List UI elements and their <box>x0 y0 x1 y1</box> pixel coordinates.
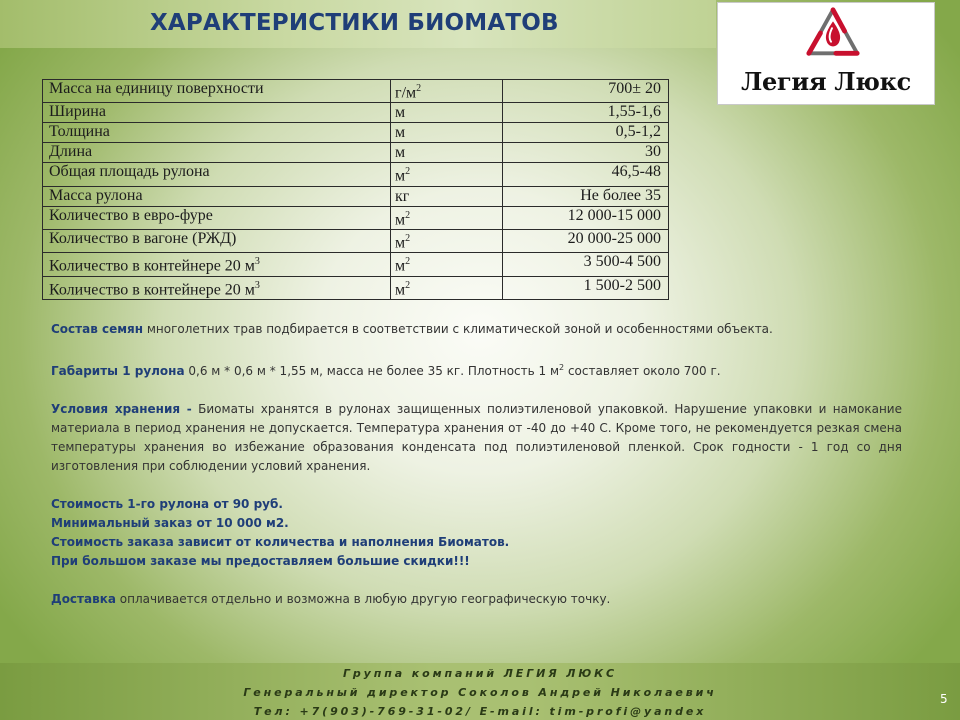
dimensions-lead: Габариты 1 рулона <box>51 364 185 378</box>
param-cell <box>43 80 391 103</box>
param-name: Ширина <box>49 103 106 121</box>
table-row <box>43 143 669 163</box>
delivery-paragraph <box>51 590 902 609</box>
seeds-lead: Состав семян <box>51 322 144 336</box>
storage-lead: Условия хранения - <box>51 402 192 416</box>
unit-text: м <box>395 144 406 162</box>
unit-text: кг <box>395 187 410 205</box>
value-cell: 20 000-25 000 <box>503 229 669 252</box>
footer-band <box>0 663 960 720</box>
unit-sup: 2 <box>405 256 411 268</box>
table-row <box>43 103 669 123</box>
unit-sup: 2 <box>405 166 411 178</box>
unit-cell <box>391 80 503 103</box>
param-cell <box>43 206 391 229</box>
price-line: Стоимость 1-го рулона от 90 руб. <box>51 497 283 511</box>
table-row <box>43 253 669 276</box>
param-cell <box>43 229 391 252</box>
value-cell: 700± 20 <box>503 80 669 103</box>
value-cell: 0,5-1,2 <box>503 123 669 143</box>
min-order-line: Минимальный заказ от 10 000 м2. <box>51 516 289 530</box>
value-cell: 1 500-2 500 <box>503 276 669 299</box>
logo-emblem-icon <box>804 5 862 63</box>
footer-director: Генеральный директор Соколов Андрей Николаевич <box>243 686 717 699</box>
table-row <box>43 276 669 299</box>
unit-cell <box>391 123 503 143</box>
order-cost-line: Стоимость заказа зависит от количества и наполнения Биоматов. <box>51 535 510 549</box>
value-cell: 46,5-48 <box>503 163 669 186</box>
table-row <box>43 229 669 252</box>
page-number: 5 <box>940 692 948 706</box>
delivery-body: оплачивается отдельно и возможна в любую другую географическую точку. <box>115 592 611 606</box>
unit-cell <box>391 206 503 229</box>
seeds-body: многолетних трав подбирается в соответствии с климатической зоной и особенностями объекта. <box>143 322 773 336</box>
unit-cell <box>391 229 503 252</box>
value-cell: 3 500-4 500 <box>503 253 669 276</box>
value-cell: Не более 35 <box>503 186 669 206</box>
value-cell: 30 <box>503 143 669 163</box>
unit-sup: 2 <box>405 279 411 291</box>
param-cell <box>43 163 391 186</box>
unit-cell <box>391 186 503 206</box>
unit-text: м <box>395 167 406 185</box>
discount-line: При большом заказе мы предоставляем большие скидки!!! <box>51 554 470 568</box>
footer-contacts: Тел: +7(903)-769-31-02/ E-mail: tim-profi@yandex <box>253 705 707 718</box>
unit-text: м <box>395 104 406 122</box>
param-cell <box>43 143 391 163</box>
value-cell: 12 000-15 000 <box>503 206 669 229</box>
unit-cell <box>391 143 503 163</box>
param-name: Количество в контейнере 20 м <box>49 280 255 298</box>
description-block <box>51 320 902 609</box>
unit-sup: 2 <box>405 232 411 244</box>
param-name: Масса рулона <box>49 186 143 204</box>
page-title: ХАРАКТЕРИСТИКИ БИОМАТОВ <box>150 10 559 36</box>
logo-text: Легия Люкс <box>741 67 911 96</box>
table-row <box>43 123 669 143</box>
param-cell <box>43 253 391 276</box>
unit-sup: 2 <box>405 209 411 221</box>
param-name: Масса на единицу поверхности <box>49 80 264 97</box>
dimensions-body-end: составляет около 700 г. <box>564 364 721 378</box>
unit-text: м <box>395 124 406 142</box>
param-sup: 3 <box>254 256 260 268</box>
param-name: Количество в евро-фуре <box>49 206 213 224</box>
param-cell <box>43 276 391 299</box>
param-cell <box>43 186 391 206</box>
dimensions-body: 0,6 м * 0,6 м * 1,55 м, масса не более 35 кг. Плотность 1 м <box>184 364 560 378</box>
delivery-lead: Доставка <box>51 592 116 606</box>
param-cell <box>43 123 391 143</box>
param-name: Количество в вагоне (РЖД) <box>49 229 237 247</box>
table-row <box>43 163 669 186</box>
unit-text: м <box>395 234 406 252</box>
storage-body: Биоматы хранятся в рулонах защищенных полиэтиленовой упаковкой. Нарушение упаковки и намокание материала в период хранения не допускается. Температура хранения от -40 до +40 С. Кроме того, не рекомендуется резкая смена температуры хранения во избежание образования конденсата под полиэтиленовой пленкой. Срок годности - 1 год со дня изготовления при соблюдении условий хранения. <box>51 402 902 473</box>
unit-cell <box>391 163 503 186</box>
param-name: Количество в контейнере 20 м <box>49 257 255 275</box>
param-name: Толщина <box>49 123 110 141</box>
footer-company: Группа компаний ЛЕГИЯ ЛЮКС <box>342 667 618 680</box>
seeds-paragraph <box>51 320 902 339</box>
param-name: Общая площадь рулона <box>49 163 210 181</box>
unit-text: м <box>395 280 406 298</box>
company-logo <box>717 2 935 105</box>
specs-table <box>42 79 669 300</box>
param-sup: 3 <box>254 279 260 291</box>
unit-text: г/м <box>395 84 417 102</box>
unit-cell <box>391 103 503 123</box>
param-name: Длина <box>49 143 93 161</box>
param-cell <box>43 103 391 123</box>
unit-text: м <box>395 257 406 275</box>
table-row <box>43 206 669 229</box>
unit-cell <box>391 276 503 299</box>
dimensions-sup: 2 <box>559 363 565 372</box>
table-row <box>43 186 669 206</box>
unit-sup: 2 <box>416 83 422 94</box>
storage-paragraph <box>51 400 902 476</box>
value-cell: 1,55-1,6 <box>503 103 669 123</box>
table-row <box>43 80 669 103</box>
unit-cell <box>391 253 503 276</box>
unit-text: м <box>395 210 406 228</box>
dimensions-paragraph <box>51 358 902 381</box>
